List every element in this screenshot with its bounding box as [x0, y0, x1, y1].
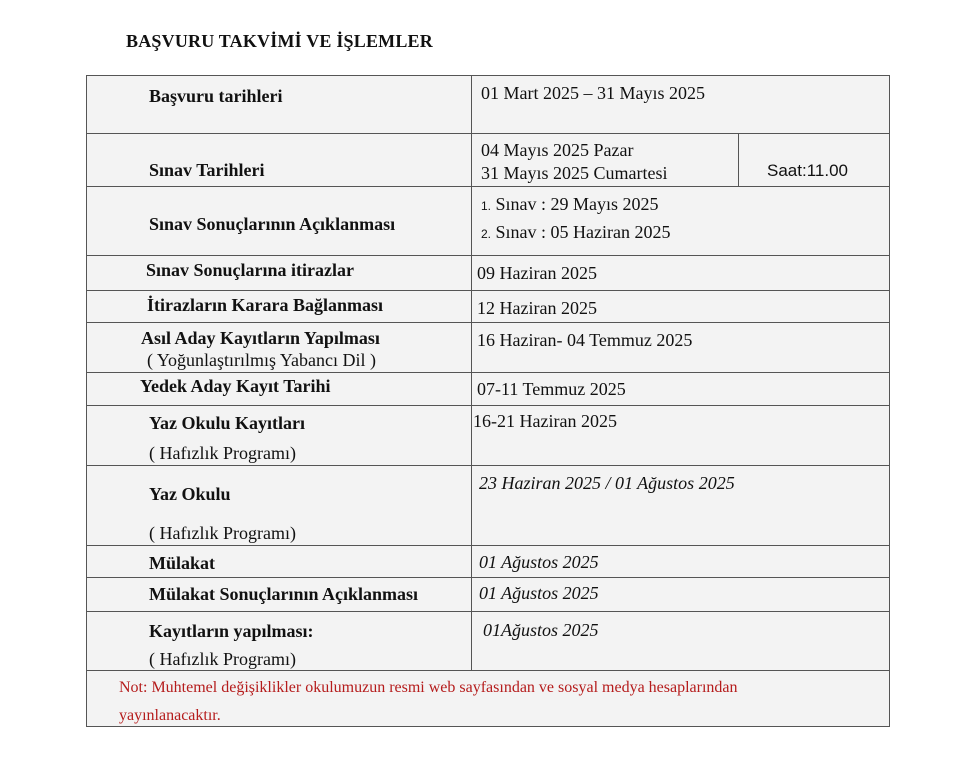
value-sinav-2: 31 Mayıs 2025 Cumartesi — [481, 163, 668, 183]
row-divider — [87, 611, 889, 612]
label-yedek: Yedek Aday Kayıt Tarihi — [140, 376, 331, 396]
schedule-table — [86, 75, 890, 727]
row-divider — [87, 577, 889, 578]
value-basvuru: 01 Mart 2025 – 31 Mayıs 2025 — [481, 83, 705, 103]
column-divider — [738, 133, 739, 186]
value-asil: 16 Haziran- 04 Temmuz 2025 — [477, 330, 693, 350]
value-yedek: 07-11 Temmuz 2025 — [477, 379, 626, 399]
sublabel-yaz-okulu: ( Hafızlık Programı) — [149, 523, 296, 543]
column-divider — [471, 76, 472, 670]
label-asil: Asıl Aday Kayıtların Yapılması — [141, 328, 380, 348]
label-sinav: Sınav Tarihleri — [149, 160, 265, 180]
label-karar: İtirazların Karara Bağlanması — [147, 295, 383, 315]
sublabel-yaz-kayit: ( Hafızlık Programı) — [149, 443, 296, 463]
value-kayit: 01Ağustos 2025 — [483, 620, 599, 640]
row-divider — [87, 255, 889, 256]
value-mulakat: 01 Ağustos 2025 — [479, 552, 599, 572]
value-itiraz: 09 Haziran 2025 — [477, 263, 597, 283]
label-kayit: Kayıtların yapılması: — [149, 621, 314, 641]
row-divider — [87, 133, 889, 134]
note-line-2: yayınlanacaktır. — [119, 707, 221, 724]
value-sinav-saat: Saat:11.00 — [767, 161, 848, 180]
label-mulakat-sonuc: Mülakat Sonuçlarının Açıklanması — [149, 584, 419, 604]
row-divider — [87, 465, 889, 466]
row-divider — [87, 186, 889, 187]
row-divider — [87, 290, 889, 291]
value-yaz-okulu: 23 Haziran 2025 / 01 Ağustos 2025 — [479, 473, 735, 493]
value-mulakat-sonuc: 01 Ağustos 2025 — [479, 583, 599, 603]
list-number: 2. — [481, 227, 492, 241]
sublabel-asil: ( Yoğunlaştırılmış Yabancı Dil ) — [147, 350, 377, 370]
row-divider — [87, 545, 889, 546]
label-itiraz: Sınav Sonuçlarına itirazlar — [146, 260, 355, 280]
sublabel-kayit: ( Hafızlık Programı) — [149, 649, 296, 669]
value-sonuc-2 — [481, 221, 670, 245]
label-basvuru: Başvuru tarihleri — [149, 86, 283, 106]
row-divider — [87, 405, 889, 406]
list-text: Sınav : 29 Mayıs 2025 — [495, 194, 659, 214]
label-mulakat: Mülakat — [149, 553, 216, 573]
row-divider — [87, 322, 889, 323]
page-title: BAŞVURU TAKVİMİ VE İŞLEMLER — [126, 31, 433, 51]
label-yaz-kayit: Yaz Okulu Kayıtları — [149, 413, 306, 433]
label-sonuc: Sınav Sonuçlarının Açıklanması — [149, 214, 396, 234]
value-sinav-1: 04 Mayıs 2025 Pazar — [481, 140, 634, 160]
note-line-1: Not: Muhtemel değişiklikler okulumuzun resmi web sayfasından ve sosyal medya hesaplarından — [119, 679, 738, 696]
list-number: 1. — [481, 199, 492, 213]
value-sonuc-1 — [481, 193, 659, 217]
value-karar: 12 Haziran 2025 — [477, 298, 597, 318]
value-yaz-kayit: 16-21 Haziran 2025 — [473, 411, 617, 431]
row-divider — [87, 372, 889, 373]
label-yaz-okulu: Yaz Okulu — [149, 484, 231, 504]
list-text: Sınav : 05 Haziran 2025 — [495, 222, 671, 242]
row-divider — [87, 670, 889, 671]
